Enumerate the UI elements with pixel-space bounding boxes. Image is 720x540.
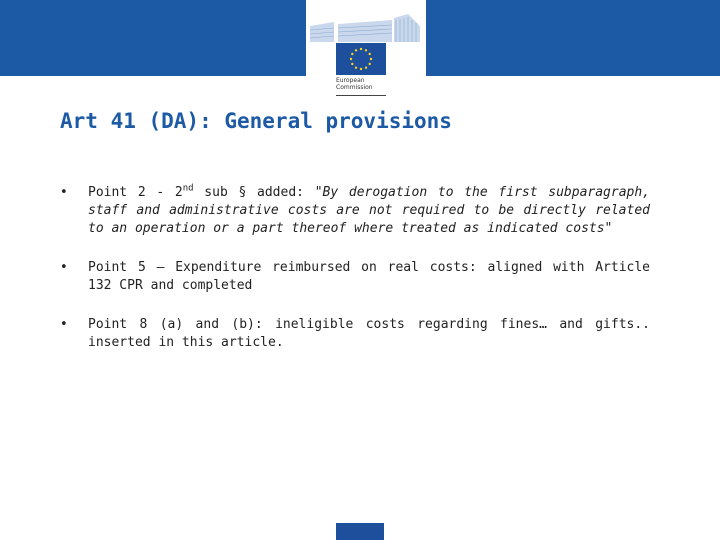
berlaymont-building-icon <box>308 12 424 44</box>
logo-line-2: Commission <box>336 84 373 91</box>
logo-divider <box>336 95 386 96</box>
bullet-1-superscript: nd <box>182 183 194 194</box>
bullet-1-quote: "By derogation to the first subparagraph, staff and administrative costs are not required to be directly related to an operation or a part thereof where treated as indicated costs" <box>88 185 651 236</box>
footer-accent-bar <box>336 523 384 540</box>
bullet-list <box>60 184 650 352</box>
logo-line-1: European <box>336 77 365 84</box>
bullet-item-1 <box>60 184 650 238</box>
bullet-1-middle: sub § added: <box>193 185 315 200</box>
logo-wordmark <box>336 77 373 91</box>
bullet-2-text: Point 5 – Expenditure reimbursed on real costs: aligned with Article 132 CPR and completed <box>88 260 650 293</box>
bullet-marker: • <box>60 260 68 275</box>
bullet-item-3 <box>60 316 650 352</box>
bullet-item-2 <box>60 259 650 295</box>
bullet-marker: • <box>60 317 68 332</box>
european-commission-logo <box>306 0 426 100</box>
bullet-3-text: Point 8 (a) and (b): ineligible costs regarding fines… and gifts.. inserted in this article. <box>88 317 650 350</box>
eu-flag-icon <box>336 43 386 75</box>
bullet-1-prefix: Point 2 - 2 <box>88 185 183 200</box>
slide-title: Art 41 (DA): General provisions <box>60 109 452 133</box>
bullet-marker: • <box>60 185 68 200</box>
